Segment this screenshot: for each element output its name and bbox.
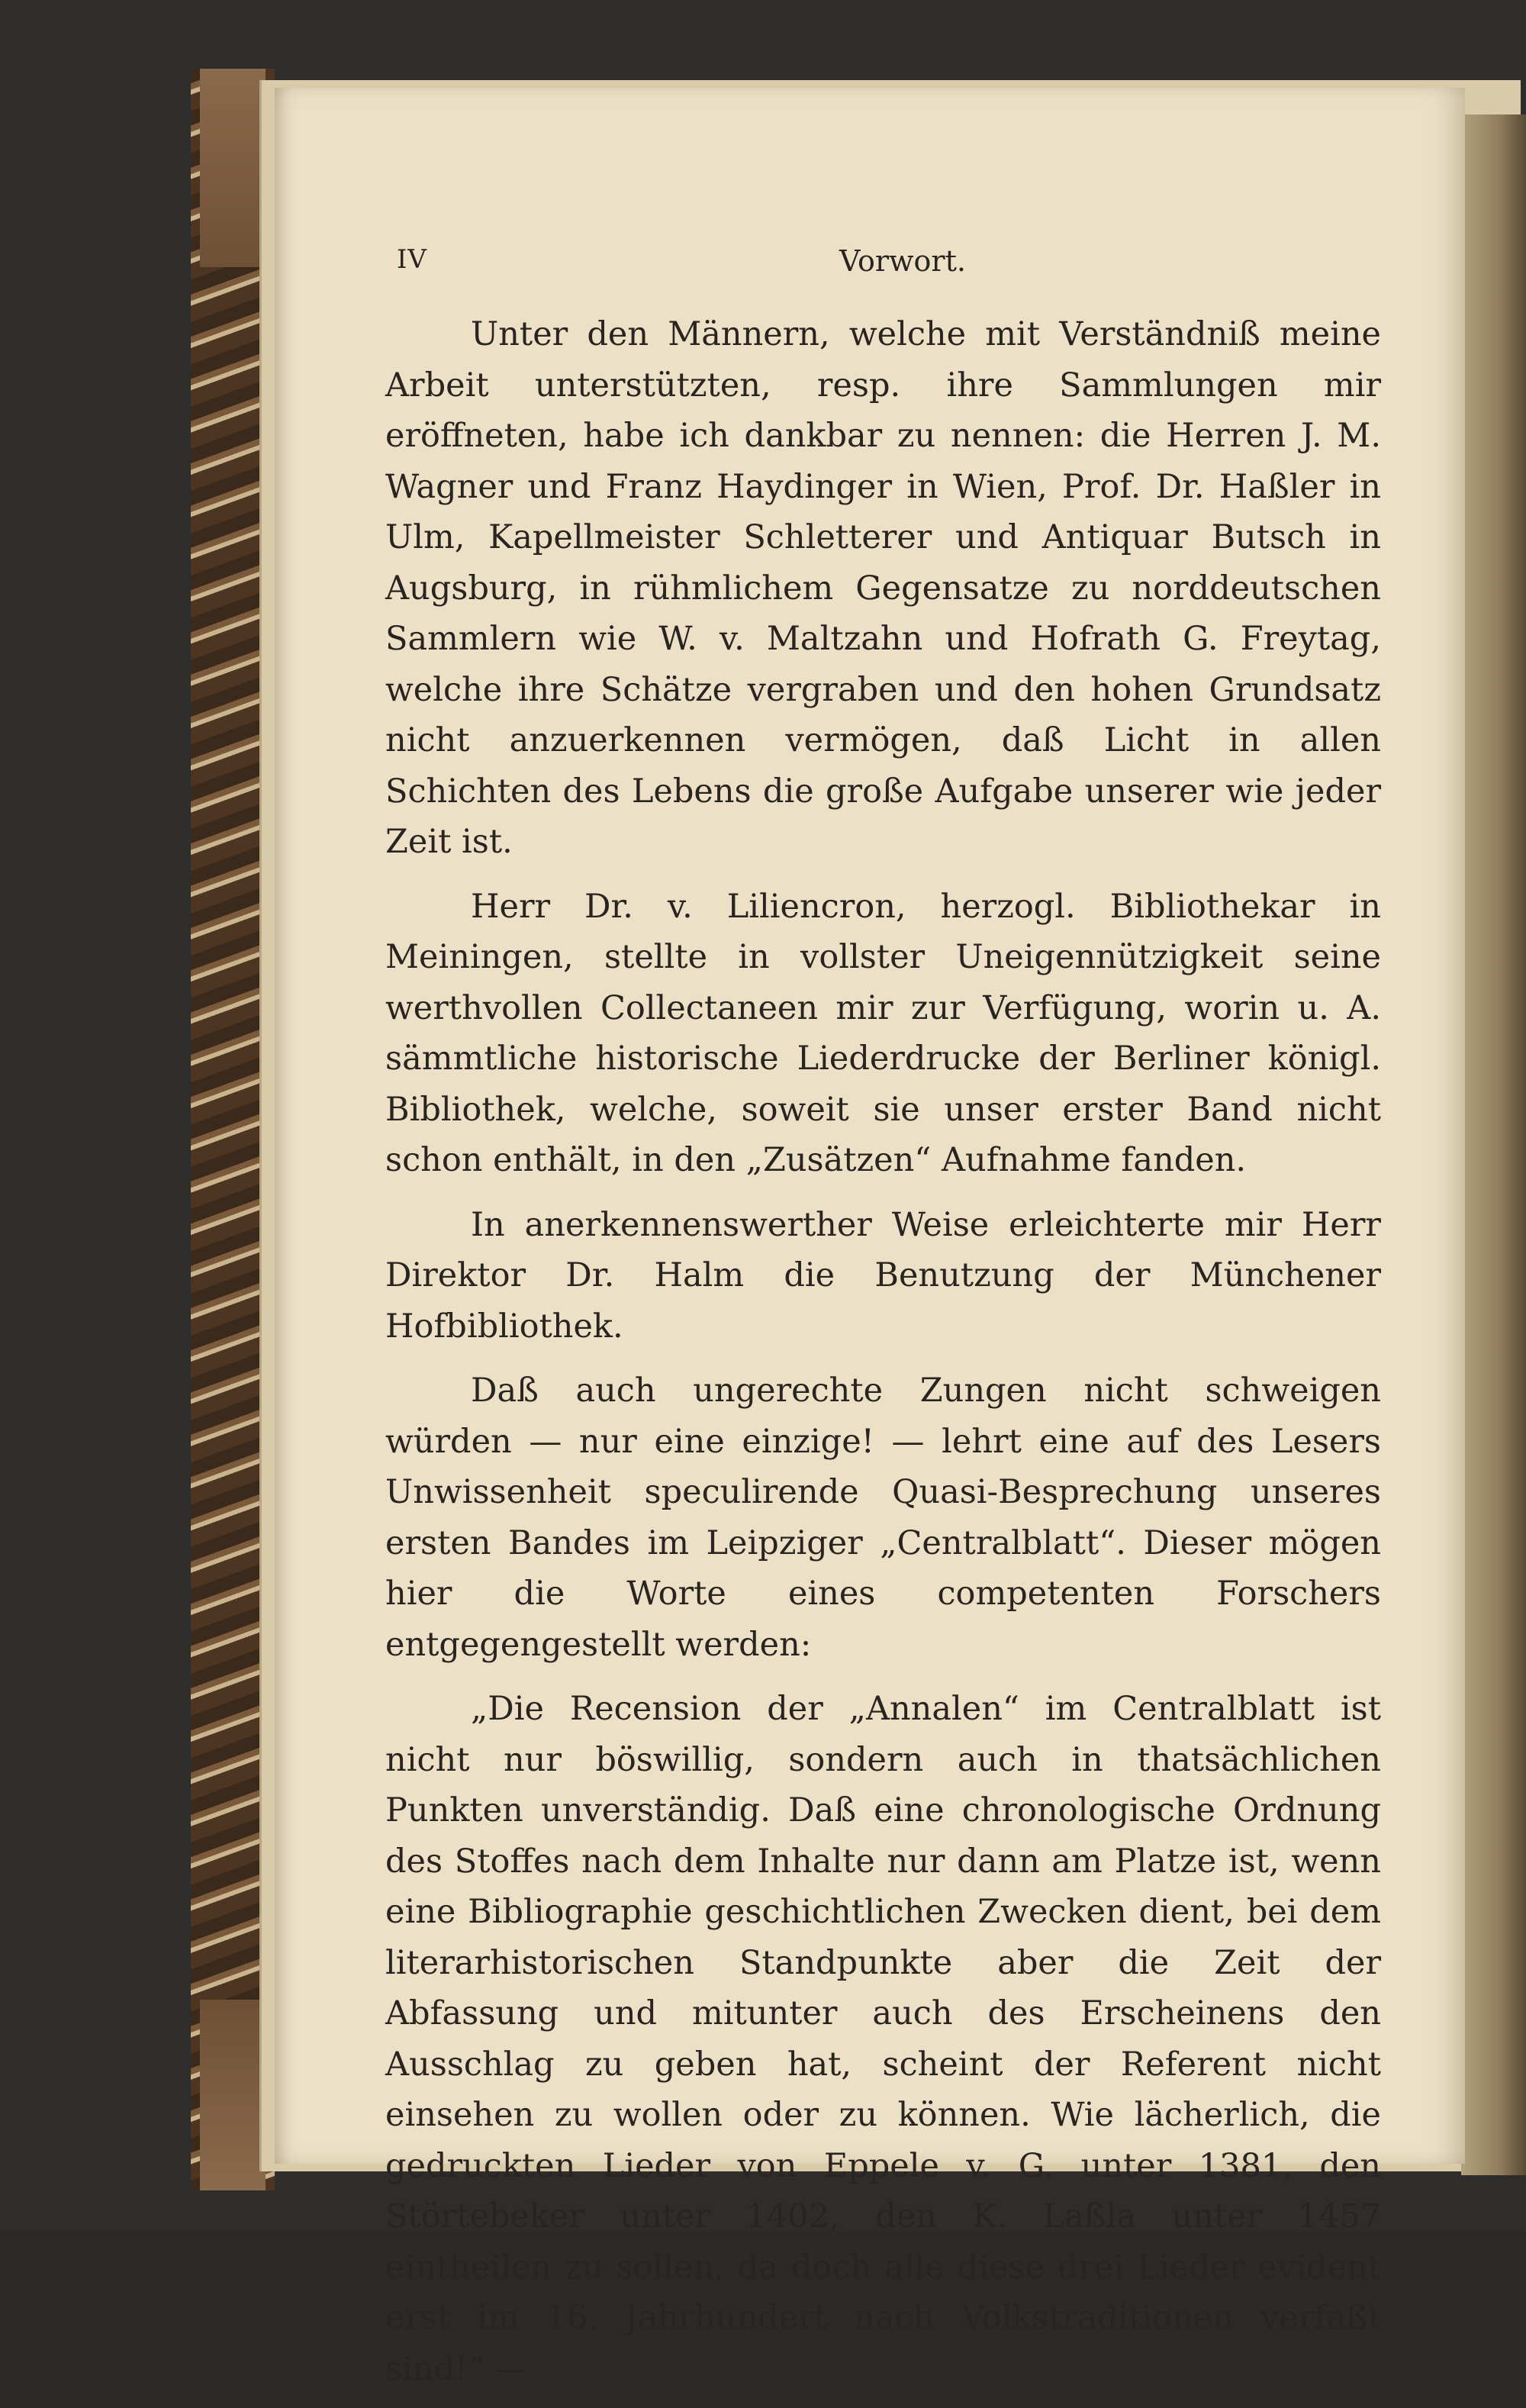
- paragraph-quotation: „Die Recension der „Annalen“ im Centralblatt ist nicht nur böswillig, sondern auch in thatsächlichen Punkten unverständig. Daß eine chronologische Ordnung des Stoffes nach dem Inhalte nur dann am Platze ist, wenn eine Bibliographie geschichtlichen Zwecken dient, bei dem literarhistorischen Standpunkte aber die Zeit der Abfassung und mitunter auch des Erscheinens den Ausschlag zu geben hat, scheint der Referent nicht einsehen zu wollen oder zu können. Wie lächerlich, die gedruckten Lieder von Eppele v. G. unter 1381, den Störtebeker unter 1402, den K. Laßla unter 1457 eintheilen zu sollen, da doch alle diese drei Lieder evident erst im 16. Jahrhundert nach Volkstraditionen verfaßt sind!“ —: [385, 1690, 1381, 2388]
- running-head: Vorwort.: [839, 244, 966, 278]
- page-number: IV: [397, 244, 427, 275]
- paragraph-centralblatt: Daß auch ungerechte Zungen nicht schweigen würden — nur eine einzige! — lehrt eine auf des Lesers Unwissenheit speculirende Quasi-Besprechung unseres ersten Bandes im Leipziger „Centralblatt“. Dieser mögen hier die Worte eines competenten Forschers entgegengestellt werden:: [385, 1372, 1381, 1664]
- leather-cover-corner-top: [200, 69, 266, 267]
- paragraph-halm: In anerkennenswerther Weise erleichterte mir Herr Direktor Dr. Halm die Benutzung der Münchener Hofbibliothek.: [385, 1205, 1381, 1346]
- leather-cover-corner-bottom: [200, 2000, 266, 2190]
- paragraph-liliencron: Herr Dr. v. Liliencron, herzogl. Bibliothekar in Meiningen, stellte in vollster Uneigennützigkeit seine werthvollen Collectaneen mir zur Verfügung, worin u. A. sämmtliche historische Liederdrucke der Berliner königl. Bibliothek, welche, soweit sie unser erster Band nicht schon enthält, in den „Zusätzen“ Aufnahme fanden.: [385, 887, 1381, 1179]
- binding-shadow: [1461, 114, 1526, 2175]
- body-text: [385, 309, 1381, 2408]
- page-header: [397, 244, 1389, 290]
- paragraph-acknowledgements: Unter den Männern, welche mit Verständniß meine Arbeit unterstützten, resp. ihre Sammlungen mir eröffneten, habe ich dankbar zu nennen: die Herren J. M. Wagner und Franz Haydinger in Wien, Prof. Dr. Haßler in Ulm, Kapellmeister Schletterer und Antiquar Butsch in Augsburg, in rühmlichem Gegensatze zu norddeutschen Sammlern wie W. v. Maltzahn und Hofrath G. Freytag, welche ihre Schätze vergraben und den hohen Grundsatz nicht anzuerkennen vermögen, daß Licht in allen Schichten des Lebens die große Aufgabe unserer wie jeder Zeit ist.: [385, 315, 1381, 861]
